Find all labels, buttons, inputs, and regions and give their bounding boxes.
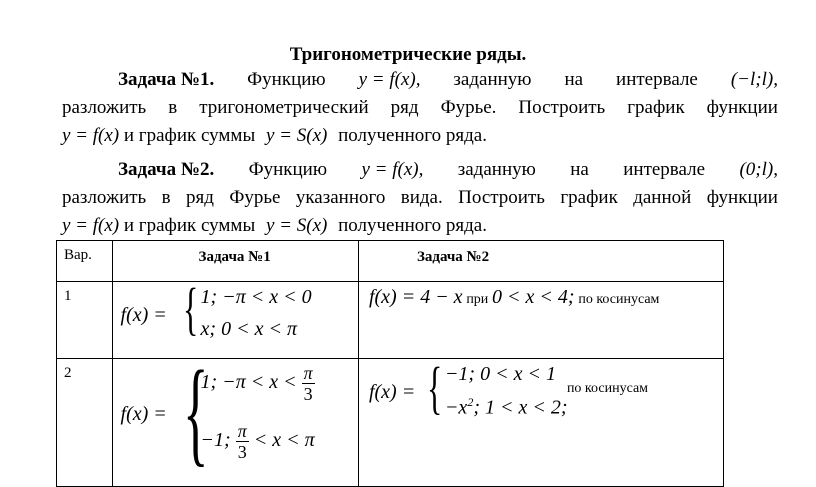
word: ряд bbox=[186, 187, 214, 208]
header-variant bbox=[57, 241, 113, 282]
variant-number: 2 bbox=[64, 365, 72, 381]
word: на bbox=[570, 159, 589, 180]
formula: y = S(x) bbox=[265, 125, 328, 146]
word: разложить bbox=[62, 187, 147, 208]
brace-icon: { bbox=[426, 355, 443, 420]
task1-line-3 bbox=[62, 122, 778, 150]
word: график bbox=[627, 97, 685, 118]
fraction bbox=[302, 363, 315, 404]
word: тригонометрический bbox=[199, 97, 369, 118]
header-task1 bbox=[112, 241, 358, 282]
formula: y = f(x) bbox=[62, 215, 120, 236]
task2-line-3 bbox=[62, 212, 778, 240]
task2-line-2 bbox=[62, 184, 778, 212]
piecewise-lhs: f(x) = bbox=[120, 403, 167, 425]
brace-icon: { bbox=[182, 346, 209, 477]
task2-label: Задача №2. bbox=[118, 159, 215, 180]
table-row bbox=[57, 282, 724, 359]
word: данной bbox=[633, 187, 692, 208]
variant-cell bbox=[57, 282, 113, 359]
header-task1-label: Задача №1 bbox=[198, 249, 271, 265]
word: интервале bbox=[616, 69, 698, 90]
word: и график суммы bbox=[123, 215, 256, 236]
piecewise-case-1: −1; 0 < x < 1 bbox=[444, 363, 556, 385]
word: на bbox=[564, 69, 584, 90]
formula: y = f(x) bbox=[62, 125, 120, 146]
page-title: Тригонометрические ряды. bbox=[289, 44, 527, 65]
word: график bbox=[560, 187, 618, 208]
header-variant-label: Вар. bbox=[64, 247, 92, 263]
variants-table bbox=[56, 240, 724, 487]
exponent: 2 bbox=[467, 395, 474, 409]
variant-cell bbox=[57, 359, 113, 487]
task1-cell bbox=[112, 346, 358, 487]
piecewise-case-2 bbox=[201, 421, 315, 462]
case-text: −x bbox=[444, 396, 468, 419]
word: интервале bbox=[623, 159, 706, 180]
word: разложить bbox=[62, 97, 147, 118]
domain-range: 0 < x < 4; bbox=[492, 286, 575, 308]
denominator: 3 bbox=[303, 384, 313, 404]
piecewise-lhs: f(x) = bbox=[120, 304, 167, 326]
numerator: π bbox=[237, 421, 247, 441]
word: заданную bbox=[457, 159, 536, 180]
fraction bbox=[236, 421, 249, 462]
task2-paragraph bbox=[62, 156, 778, 240]
series-kind: по косинусам bbox=[578, 292, 660, 307]
word: полученного ряда. bbox=[338, 125, 487, 146]
word: Построить bbox=[518, 97, 606, 118]
task1-label: Задача №1. bbox=[118, 69, 215, 90]
case-text: < x < π bbox=[253, 429, 315, 452]
task1-line-2 bbox=[62, 94, 778, 122]
task2-cell bbox=[358, 355, 723, 487]
word: Построить bbox=[458, 187, 545, 208]
case-text: 1; −π < x < bbox=[200, 371, 297, 394]
word: функции bbox=[706, 97, 778, 118]
denominator: 3 bbox=[237, 442, 247, 462]
formula: (−l;l), bbox=[730, 69, 778, 90]
task2-line-1 bbox=[62, 156, 778, 184]
word: Функцию bbox=[248, 159, 328, 180]
task1-paragraph bbox=[62, 66, 778, 150]
word: указанного bbox=[295, 187, 386, 208]
header-task2-label: Задача №2 bbox=[416, 249, 490, 265]
formula: y = S(x) bbox=[265, 215, 328, 236]
formula: y = f(x), bbox=[358, 69, 421, 90]
formula: (0;l), bbox=[739, 159, 778, 180]
condition-word: при bbox=[466, 292, 489, 307]
word: в bbox=[168, 97, 178, 118]
word: и график суммы bbox=[123, 125, 256, 146]
piecewise-case-2 bbox=[445, 395, 568, 420]
function-expression: f(x) = 4 − x bbox=[368, 286, 463, 308]
variant-number: 1 bbox=[64, 288, 72, 304]
brace-icon: { bbox=[182, 276, 198, 341]
word: функции bbox=[706, 187, 778, 208]
piecewise-case-2: x; 0 < x < π bbox=[200, 318, 297, 340]
word: заданную bbox=[453, 69, 532, 90]
case-text: −1; bbox=[200, 429, 231, 452]
word: в bbox=[161, 187, 171, 208]
task1-cell bbox=[112, 276, 358, 359]
numerator: π bbox=[303, 363, 313, 383]
case-text: ; 1 < x < 2; bbox=[473, 396, 568, 419]
word: Фурье bbox=[229, 187, 281, 208]
formula: y = f(x), bbox=[361, 159, 424, 180]
word: Фурье. bbox=[440, 97, 497, 118]
piecewise-case-1: 1; −π < x < 0 bbox=[200, 286, 312, 308]
header-task2 bbox=[358, 241, 723, 282]
table-header-row bbox=[57, 241, 724, 282]
word: вида. bbox=[400, 187, 443, 208]
word: Функцию bbox=[247, 69, 326, 90]
task2-cell bbox=[358, 282, 723, 359]
task2-expression bbox=[369, 286, 659, 309]
series-kind: по косинусам bbox=[566, 381, 649, 396]
task1-line-1 bbox=[62, 66, 778, 94]
table-row bbox=[57, 359, 724, 487]
word: ряд bbox=[390, 97, 419, 118]
word: полученного ряда. bbox=[338, 215, 487, 236]
piecewise-lhs: f(x) = bbox=[368, 381, 416, 403]
piecewise-case-1 bbox=[201, 363, 315, 404]
